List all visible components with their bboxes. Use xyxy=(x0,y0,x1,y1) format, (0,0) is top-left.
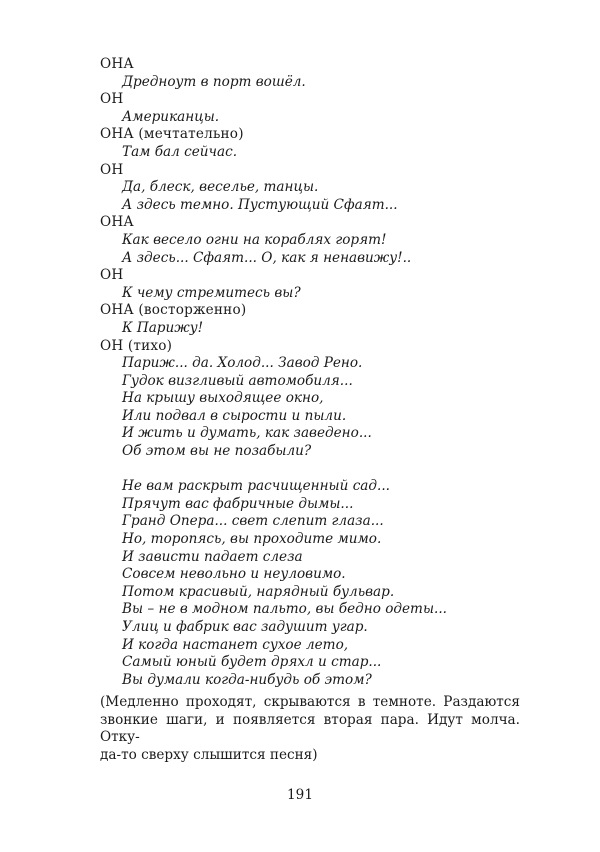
verse-line: Как весело огни на кораблях горят! xyxy=(122,231,387,248)
verse-line: А здесь... Сфаят... О, как я ненавижу!.. xyxy=(122,249,412,266)
verse-line: Да, блеск, веселье, танцы. xyxy=(122,179,319,196)
speaker-cue: ОН xyxy=(100,161,124,178)
verse-line: Париж... да. Холод... Завод Рено. xyxy=(122,355,363,372)
play-dialogue xyxy=(100,56,540,689)
verse-line: Потом красивый, нарядный бульвар. xyxy=(122,583,395,600)
verse-line: Американцы. xyxy=(122,108,220,125)
verse-line: Не вам раскрыт расчищенный сад... xyxy=(122,478,390,495)
verse-line: Дредноут в порт вошёл. xyxy=(122,73,306,90)
stanza-break xyxy=(100,461,540,479)
speaker-cue: ОНА (восторженно) xyxy=(100,302,247,319)
verse-line: Прячут вас фабричные дымы... xyxy=(122,495,354,512)
speaker-cue: ОНА xyxy=(100,214,134,231)
stage-direction-line: да-то сверху слышится песня) xyxy=(100,746,318,763)
speaker-cue: ОНА (мечтательно) xyxy=(100,126,244,143)
stage-direction-line: (Медленно проходят, скрываются в темноте. Раздаются xyxy=(100,694,520,710)
verse-line: Вы – не в модном пальто, вы бедно одеты... xyxy=(122,601,447,618)
verse-line: Гранд Опера... свет слепит глаза... xyxy=(122,513,384,530)
verse-line: Об этом вы не позабыли? xyxy=(122,443,312,460)
speaker-cue: ОН xyxy=(100,267,124,284)
verse-line: На крышу выходящее окно, xyxy=(122,390,324,407)
page-number: 191 xyxy=(287,787,313,803)
verse-line: И зависти падает слеза xyxy=(122,548,303,565)
speaker-cue: ОН xyxy=(100,91,124,108)
speaker-cue: ОНА xyxy=(100,56,134,72)
speaker-cue: ОН (тихо) xyxy=(100,337,173,354)
verse-line: А здесь темно. Пустующий Сфаят... xyxy=(122,196,398,213)
verse-line: Улиц и фабрик вас задушит угар. xyxy=(122,619,368,635)
verse-line: Совсем невольно и неуловимо. xyxy=(122,566,346,583)
verse-line: И когда настанет сухое лето, xyxy=(122,636,349,653)
verse-line: К Парижу! xyxy=(122,319,204,336)
verse-line: И жить и думать, как заведено... xyxy=(122,425,372,442)
verse-line: Вы думали когда-нибудь об этом? xyxy=(122,671,372,688)
verse-line: Но, торопясь, вы проходите мимо. xyxy=(122,531,382,548)
stage-direction xyxy=(100,694,520,764)
verse-line: Или подвал в сырости и пыли. xyxy=(122,407,347,424)
verse-line: Там бал сейчас. xyxy=(122,143,238,160)
verse-line: Самый юный будет дряхл и стар... xyxy=(122,654,382,671)
stage-direction-line: звонкие шаги, и появляется вторая пара. Идут молча. Отку- xyxy=(100,711,520,746)
verse-line: К чему стремитесь вы? xyxy=(122,284,301,301)
verse-line: Гудок визгливый автомобиля... xyxy=(122,372,353,389)
